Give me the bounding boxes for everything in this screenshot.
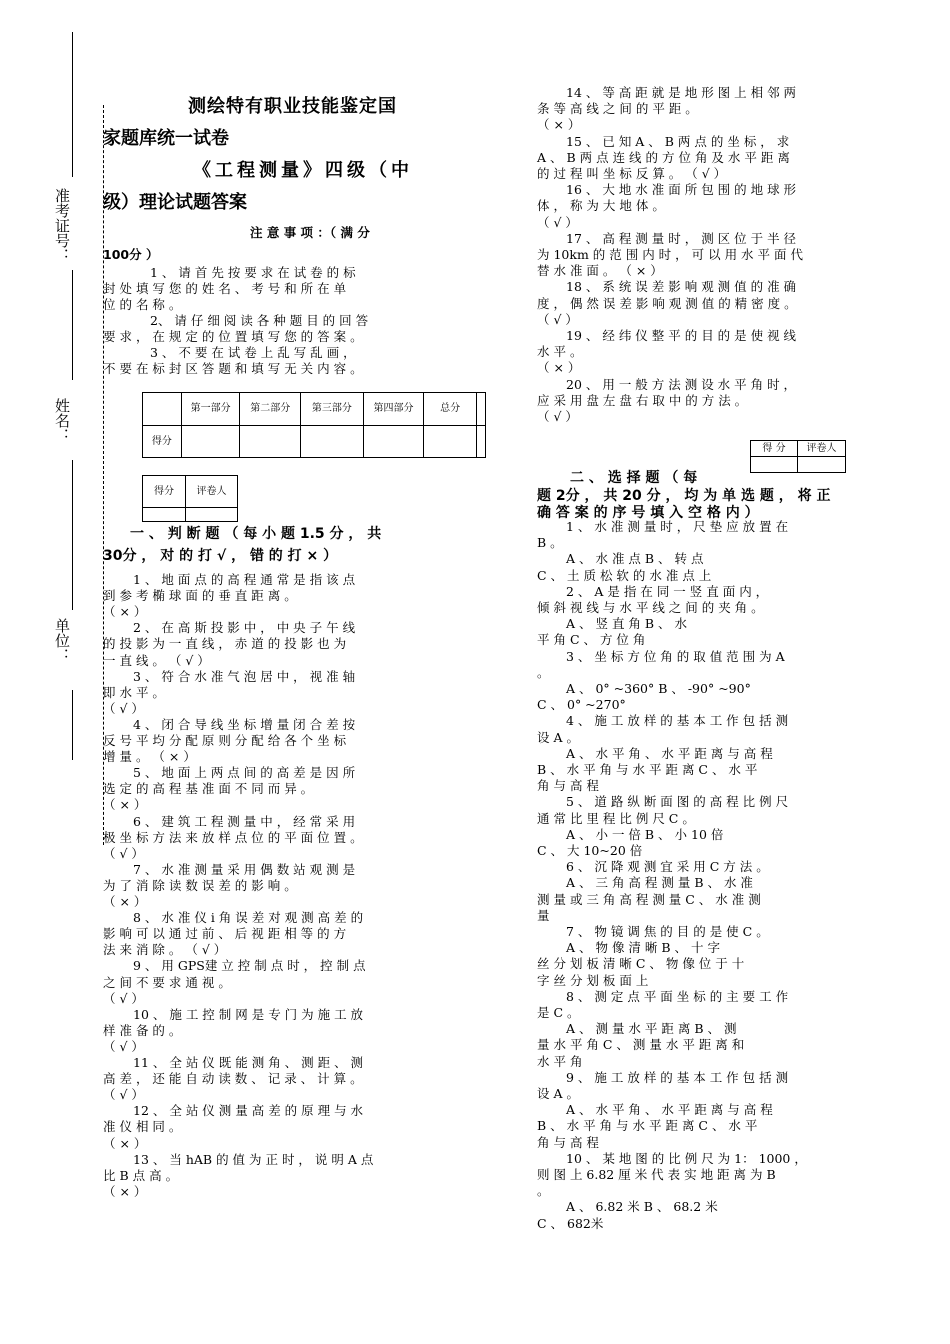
text-line: C 、 大 10~20 倍 bbox=[537, 843, 643, 858]
text-line: 量 水 平 角 C 、 测 量 水 平 距 离 和 bbox=[537, 1037, 745, 1053]
text-line: 7 、 水 准 测 量 采 用 偶 数 站 观 测 是 bbox=[133, 861, 356, 877]
notice-line: 1 、 请 首 先 按 要 求 在 试 卷 的 标 bbox=[150, 265, 356, 280]
text-line: 17 、 高 程 测 量 时 ， 测 区 位 于 半 径 bbox=[566, 230, 797, 246]
text-line: （ √ ） bbox=[103, 1087, 144, 1103]
text-line: 体 ， 称 为 大 地 体 。 bbox=[537, 198, 665, 214]
text-line: 6 、 建 筑 工 程 测 量 中 ， 经 常 采 用 bbox=[133, 813, 356, 829]
text-line: 是 C 。 bbox=[537, 1005, 580, 1020]
text-line: 丝 分 划 板 清 晰 C 、 物 像 位 于 十 bbox=[537, 956, 745, 972]
score-cell[interactable] bbox=[363, 426, 424, 458]
text-line: 16 、 大 地 水 准 面 所 包 围 的 地 球 形 bbox=[566, 182, 797, 198]
text-line: 3 、 坐 标 方 位 角 的 取 值 范 围 为 A bbox=[566, 648, 785, 664]
text-line: （ × ） bbox=[103, 894, 147, 909]
score-cell[interactable] bbox=[181, 426, 240, 458]
text-line: 为 10km 的 范 围 内 时 ， 可 以 用 水 平 面 代 bbox=[537, 247, 803, 262]
title-line-3: 《工程测量》四级（中 bbox=[193, 160, 413, 181]
notice-line: 封 处 填 写 您 的 姓 名 、 考 号 和 所 在 单 bbox=[103, 281, 347, 296]
binding-line-bottom bbox=[72, 690, 73, 760]
score-table-corner bbox=[143, 393, 182, 426]
text-line: A 、 0° ~360° B 、 -90° ~90° bbox=[566, 681, 751, 696]
score-header-part2: 第二部分 bbox=[240, 393, 301, 426]
text-line: 4 、 施 工 放 样 的 基 本 工 作 包 括 测 bbox=[566, 713, 789, 729]
grader-score-cell[interactable] bbox=[143, 508, 186, 522]
text-line: 19 、 经 纬 仪 整 平 的 目 的 是 使 视 线 bbox=[566, 328, 797, 343]
text-line: A 、 水 平 角 、 水 平 距 离 与 高 程 bbox=[566, 745, 773, 761]
text-line: 之 间 不 要 求 通 视 。 bbox=[103, 974, 231, 990]
text-line: C 、 0° ~270° bbox=[537, 697, 626, 713]
text-line: 的 过 程 叫 坐 标 反 算 。 （ √ ） bbox=[537, 166, 727, 181]
score-cell[interactable] bbox=[301, 426, 364, 458]
text-line: 2 、 在 高 斯 投 影 中 ， 中 央 子 午 线 bbox=[133, 620, 356, 636]
text-line: 12 、 全 站 仪 测 量 高 差 的 原 理 与 水 bbox=[133, 1103, 364, 1119]
text-line: 1 、 地 面 点 的 高 程 通 常 是 指 该 点 bbox=[133, 572, 356, 587]
text-line: 比 B 点 高 。 bbox=[103, 1167, 179, 1183]
text-line: B 、 水 平 角 与 水 平 距 离 C 、 水 平 bbox=[537, 1118, 758, 1134]
text-line: 2 、 A 是 指 在 同 一 竖 直 面 内 ， bbox=[566, 583, 769, 599]
section2-title-2: 题 2分 ， 共 20 分 ， 均 为 单 选 题 ， 将 正 bbox=[537, 488, 831, 504]
text-line: 选 定 的 高 程 基 准 面 不 同 而 异 。 bbox=[103, 781, 314, 797]
grader-name-label: 评卷人 bbox=[798, 441, 846, 457]
text-line: 4 、 闭 合 导 线 坐 标 增 量 闭 合 差 按 bbox=[133, 716, 356, 732]
text-line: （ × ） bbox=[103, 1183, 147, 1199]
score-table bbox=[142, 392, 486, 458]
text-line: A 、 水 平 角 、 水 平 距 离 与 高 程 bbox=[566, 1102, 773, 1118]
text-line: 倾 斜 视 线 与 水 平 线 之 间 的 夹 角 。 bbox=[537, 600, 764, 615]
text-line: （ √ ） bbox=[103, 700, 144, 716]
text-line: 10 、 某 地 图 的 比 例 尺 为 1： 1000 ， bbox=[566, 1150, 807, 1166]
text-line: 角 与 高 程 bbox=[537, 778, 599, 794]
section1-title-1: 一 、 判 断 题 （ 每 小 题 1.5 分 ， 共 bbox=[130, 526, 382, 542]
grader-score-cell[interactable] bbox=[751, 457, 798, 473]
text-line: 准 仪 相 同 。 bbox=[103, 1119, 182, 1135]
text-line: 通 常 比 里 程 比 例 尺 C 。 bbox=[537, 810, 695, 826]
text-line: 到 参 考 椭 球 面 的 垂 直 距 离 。 bbox=[103, 588, 297, 604]
text-line: （ √ ） bbox=[103, 1038, 144, 1054]
text-line: 。 bbox=[537, 1183, 550, 1199]
section2-title-3: 确 答 案 的 序 号 填 入 空 格 内 ） bbox=[537, 505, 759, 521]
text-line: 水 平 。 bbox=[537, 344, 583, 360]
text-line: （ √ ） bbox=[103, 990, 144, 1006]
text-line: A 、 竖 直 角 B 、 水 bbox=[566, 616, 688, 632]
score-header-total: 总分 bbox=[424, 393, 477, 426]
text-line: 3 、 符 合 水 准 气 泡 居 中 ， 视 准 轴 bbox=[133, 668, 356, 684]
text-line: 11 、 全 站 仪 既 能 测 角 、 测 距 、 测 bbox=[133, 1055, 364, 1070]
text-line: 则 图 上 6.82 厘 米 代 表 实 地 距 离 为 B bbox=[537, 1167, 776, 1182]
text-line: 5 、 道 路 纵 断 面 图 的 高 程 比 例 尺 bbox=[566, 794, 789, 810]
text-line: 5 、 地 面 上 两 点 间 的 高 差 是 因 所 bbox=[133, 765, 356, 781]
notice-line: 3 、 不 要 在 试 卷 上 乱 写 乱 画 ， bbox=[150, 345, 356, 360]
text-line: （ √ ） bbox=[537, 214, 578, 230]
text-line: A 、 测 量 水 平 距 离 B 、 测 bbox=[566, 1021, 737, 1037]
title-line-2: 家题库统一试卷 bbox=[103, 128, 229, 149]
notice-line: 2、 请 仔 细 阅 读 各 种 题 目 的 回 答 bbox=[150, 313, 369, 328]
score-cell[interactable] bbox=[424, 426, 477, 458]
text-line: 量 bbox=[537, 907, 550, 923]
text-line: B 。 bbox=[537, 535, 563, 551]
text-line: 8 、 测 定 点 平 面 坐 标 的 主 要 工 作 bbox=[566, 988, 789, 1004]
text-line: A 、 小 一 倍 B 、 小 10 倍 bbox=[566, 826, 724, 842]
text-line: 设 A 。 bbox=[537, 1086, 579, 1101]
text-line: 条 等 高 线 之 间 的 平 距 。 bbox=[537, 101, 698, 117]
notice-header-2: 100分 ） bbox=[103, 247, 159, 262]
text-line: 为 了 消 除 读 数 误 差 的 影 响 。 bbox=[103, 877, 297, 893]
text-line: 增 量 。 （ × ） bbox=[103, 749, 196, 765]
text-line: 影 响 可 以 通 过 前 、 后 视 距 相 等 的 方 bbox=[103, 926, 347, 942]
text-line: 。 bbox=[537, 664, 550, 680]
text-line: 8 、 水 准 仪 i 角 误 差 对 观 测 高 差 的 bbox=[133, 910, 364, 926]
text-line: 18 、 系 统 误 差 影 响 观 测 值 的 准 确 bbox=[566, 279, 797, 295]
text-line: A 、 物 像 清 晰 B 、 十 字 bbox=[566, 940, 720, 956]
title-line-1: 测绘特有职业技能鉴定国 bbox=[188, 96, 397, 117]
score-header-part1: 第一部分 bbox=[181, 393, 240, 426]
score-cell[interactable] bbox=[240, 426, 301, 458]
grader-score-label: 得 分 bbox=[751, 441, 798, 457]
text-line: A 、 B 两 点 连 线 的 方 位 角 及 水 平 距 离 bbox=[537, 149, 790, 165]
text-line: （ × ） bbox=[103, 797, 147, 813]
text-line: （ × ） bbox=[103, 1135, 147, 1151]
text-line: B 、 水 平 角 与 水 平 距 离 C 、 水 平 bbox=[537, 762, 758, 777]
notice-line: 不 要 在 标 封 区 答 题 和 填 写 无 关 内 容 。 bbox=[103, 361, 363, 376]
score-header-part3: 第三部分 bbox=[301, 393, 364, 426]
grader-score-label: 得分 bbox=[143, 476, 186, 508]
grader-name-cell[interactable] bbox=[798, 457, 846, 473]
text-line: （ × ） bbox=[537, 360, 581, 376]
text-line: C 、 682米 bbox=[537, 1215, 604, 1231]
text-line: 1 、 水 准 测 量 时 ， 尺 垫 应 放 置 在 bbox=[566, 519, 789, 534]
text-line: 10 、 施 工 控 制 网 是 专 门 为 施 工 放 bbox=[133, 1006, 364, 1022]
text-line: 6 、 沉 降 观 测 宜 采 用 C 方 法 。 bbox=[566, 859, 769, 875]
text-line: （ × ） bbox=[103, 604, 147, 620]
text-line: 应 采 用 盘 左 盘 右 取 中 的 方 法 。 bbox=[537, 392, 748, 408]
text-line: 度 ， 偶 然 误 差 影 响 观 测 值 的 精 密 度 。 bbox=[537, 295, 797, 311]
section1-title-2: 30分 ， 对 的 打 √ ， 错 的 打 × ） bbox=[103, 548, 338, 564]
exam-number-blank bbox=[72, 270, 73, 380]
text-line: 设 A 。 bbox=[537, 729, 579, 745]
text-line: 高 差 ， 还 能 自 动 读 数 、 记 录 、 计 算 。 bbox=[103, 1071, 363, 1087]
notice-header: 注 意 事 项 ：（ 满 分 bbox=[250, 225, 370, 240]
text-line: C 、 土 质 松 软 的 水 准 点 上 bbox=[537, 567, 712, 583]
text-line: 13 、 当 hAB 的 值 为 正 时 ， 说 明 A 点 bbox=[133, 1151, 374, 1167]
grader-table-left bbox=[142, 475, 238, 522]
grader-name-cell[interactable] bbox=[186, 508, 238, 522]
text-line: 字 丝 分 划 板 面 上 bbox=[537, 972, 649, 988]
notice-line: 要 求 ， 在 规 定 的 位 置 填 写 您 的 答 案 。 bbox=[103, 329, 363, 344]
text-line: 样 准 备 的 。 bbox=[103, 1022, 182, 1038]
text-line: （ √ ） bbox=[537, 409, 578, 424]
grader-name-label: 评卷人 bbox=[186, 476, 238, 508]
title-line-4: 级）理论试题答案 bbox=[103, 192, 247, 213]
text-line: 角 与 高 程 bbox=[537, 1134, 599, 1150]
text-line: （ √ ） bbox=[103, 845, 144, 861]
text-line: A 、 6.82 米 B 、 68.2 米 bbox=[566, 1199, 718, 1215]
text-line: 极 坐 标 方 法 来 放 样 点 位 的 平 面 位 置 。 bbox=[103, 829, 363, 845]
text-line: 9 、 用 GPS建 立 控 制 点 时 ， 控 制 点 bbox=[133, 958, 366, 974]
text-line: 即 水 平 。 bbox=[103, 684, 165, 700]
grader-table-right bbox=[750, 440, 846, 473]
text-line: 14 、 等 高 距 就 是 地 形 图 上 相 邻 两 bbox=[566, 85, 797, 100]
text-line: 法 来 消 除 。 （ √ ） bbox=[103, 942, 227, 958]
notice-line: 位 的 名 称 。 bbox=[103, 297, 182, 312]
text-line: （ × ） bbox=[537, 117, 581, 133]
unit-label: 单位： bbox=[53, 618, 71, 663]
text-line: 15 、 已 知 A 、 B 两 点 的 坐 标 ， 求 bbox=[566, 133, 790, 149]
text-line: 平 角 C 、 方 位 角 bbox=[537, 632, 646, 648]
text-line: 的 投 影 为 一 直 线 ， 赤 道 的 投 影 也 为 bbox=[103, 636, 347, 652]
section2-title-1: 二 、 选 择 题 （ 每 bbox=[570, 470, 698, 486]
exam-number-label: 准考证号： bbox=[53, 188, 71, 263]
text-line: 一 直 线 。 （ √ ） bbox=[103, 652, 210, 668]
score-header-part4: 第四部分 bbox=[363, 393, 424, 426]
text-line: A 、 三 角 高 程 测 量 B 、 水 准 bbox=[566, 875, 753, 891]
text-line: 9 、 施 工 放 样 的 基 本 工 作 包 括 测 bbox=[566, 1069, 789, 1085]
text-line: 20 、 用 一 般 方 法 测 设 水 平 角 时 ， bbox=[566, 376, 797, 392]
name-label: 姓名： bbox=[53, 398, 71, 443]
text-line: 反 号 平 均 分 配 原 则 分 配 给 各 个 坐 标 bbox=[103, 733, 347, 748]
text-line: （ √ ） bbox=[537, 311, 578, 327]
score-row-label: 得分 bbox=[143, 426, 182, 458]
name-blank bbox=[72, 460, 73, 610]
text-line: A 、 水 准 点 B 、 转 点 bbox=[566, 551, 704, 567]
text-line: 水 平 角 bbox=[537, 1053, 583, 1069]
text-line: 替 水 准 面 。 （ × ） bbox=[537, 263, 663, 279]
score-cell bbox=[477, 426, 486, 458]
binding-line-top bbox=[72, 32, 73, 177]
score-table-extra bbox=[477, 393, 486, 426]
text-line: 测 量 或 三 角 高 程 测 量 C 、 水 准 测 bbox=[537, 891, 761, 907]
text-line: 7 、 物 镜 调 焦 的 目 的 是 使 C 。 bbox=[566, 924, 769, 939]
